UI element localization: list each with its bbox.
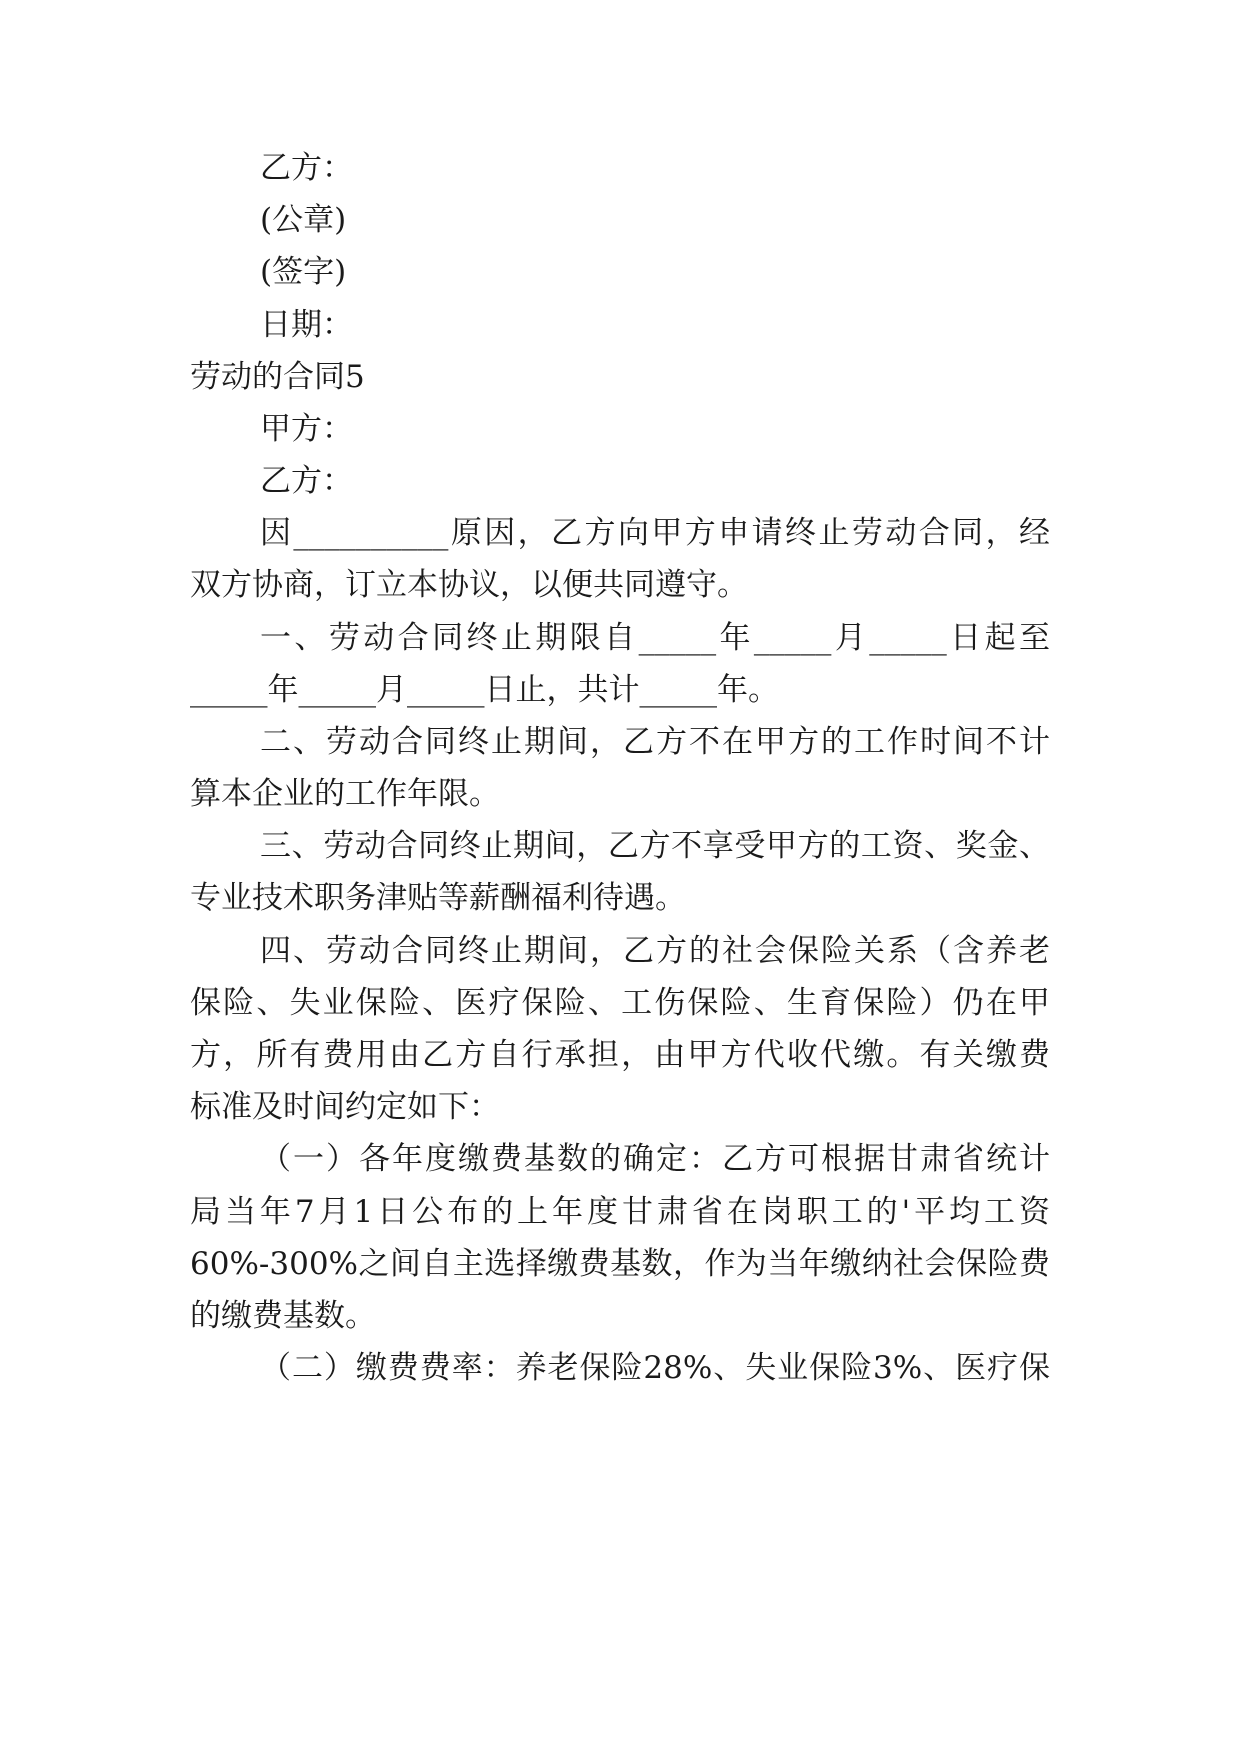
paragraph-line: （一）各年度缴费基数的确定：乙方可根据甘肃省统计	[260, 1141, 1050, 1177]
paragraph-line: 60%-300%之间自主选择缴费基数，作为当年缴纳社会保险费	[190, 1246, 1050, 1282]
paragraph-line: 因__________原因，乙方向甲方申请终止劳动合同，经	[260, 515, 1050, 551]
paragraph-line: 算本企业的工作年限。	[190, 776, 500, 812]
party-b-label-2: 乙方：	[260, 463, 353, 499]
paragraph-line: 的缴费基数。	[190, 1298, 376, 1334]
paragraph-line: 专业技术职务津贴等薪酬福利待遇。	[190, 880, 686, 916]
official-seal-label: (公章)	[260, 202, 347, 238]
paragraph-line: 标准及时间约定如下：	[190, 1089, 500, 1125]
paragraph-line: 四、劳动合同终止期间，乙方的社会保险关系（含养老	[260, 933, 1050, 969]
paragraph-line: 一、劳动合同终止期限自_____年_____月_____日起至	[260, 620, 1050, 656]
paragraph-line: （二）缴费费率：养老保险28%、失业保险3%、医疗保	[260, 1350, 1050, 1386]
paragraph-line: 保险、失业保险、医疗保险、工伤保险、生育保险）仍在甲	[190, 985, 1050, 1021]
party-a-label: 甲方：	[260, 411, 353, 447]
paragraph-line: 局当年7月1日公布的上年度甘肃省在岗职工的'平均工资	[190, 1194, 1050, 1230]
party-b-label: 乙方：	[260, 150, 353, 186]
section-heading: 劳动的合同5	[190, 359, 365, 395]
paragraph-line: 双方协商，订立本协议，以便共同遵守。	[190, 567, 748, 603]
paragraph-line: 三、劳动合同终止期间，乙方不享受甲方的工资、奖金、	[260, 828, 1050, 864]
paragraph-line: 方，所有费用由乙方自行承担，由甲方代收代缴。有关缴费	[190, 1037, 1050, 1073]
date-label: 日期：	[260, 307, 353, 343]
paragraph-line: _____年_____月_____日止，共计_____年。	[190, 672, 779, 708]
signature-label: (签字)	[260, 254, 347, 290]
paragraph-line: 二、劳动合同终止期间，乙方不在甲方的工作时间不计	[260, 724, 1050, 760]
